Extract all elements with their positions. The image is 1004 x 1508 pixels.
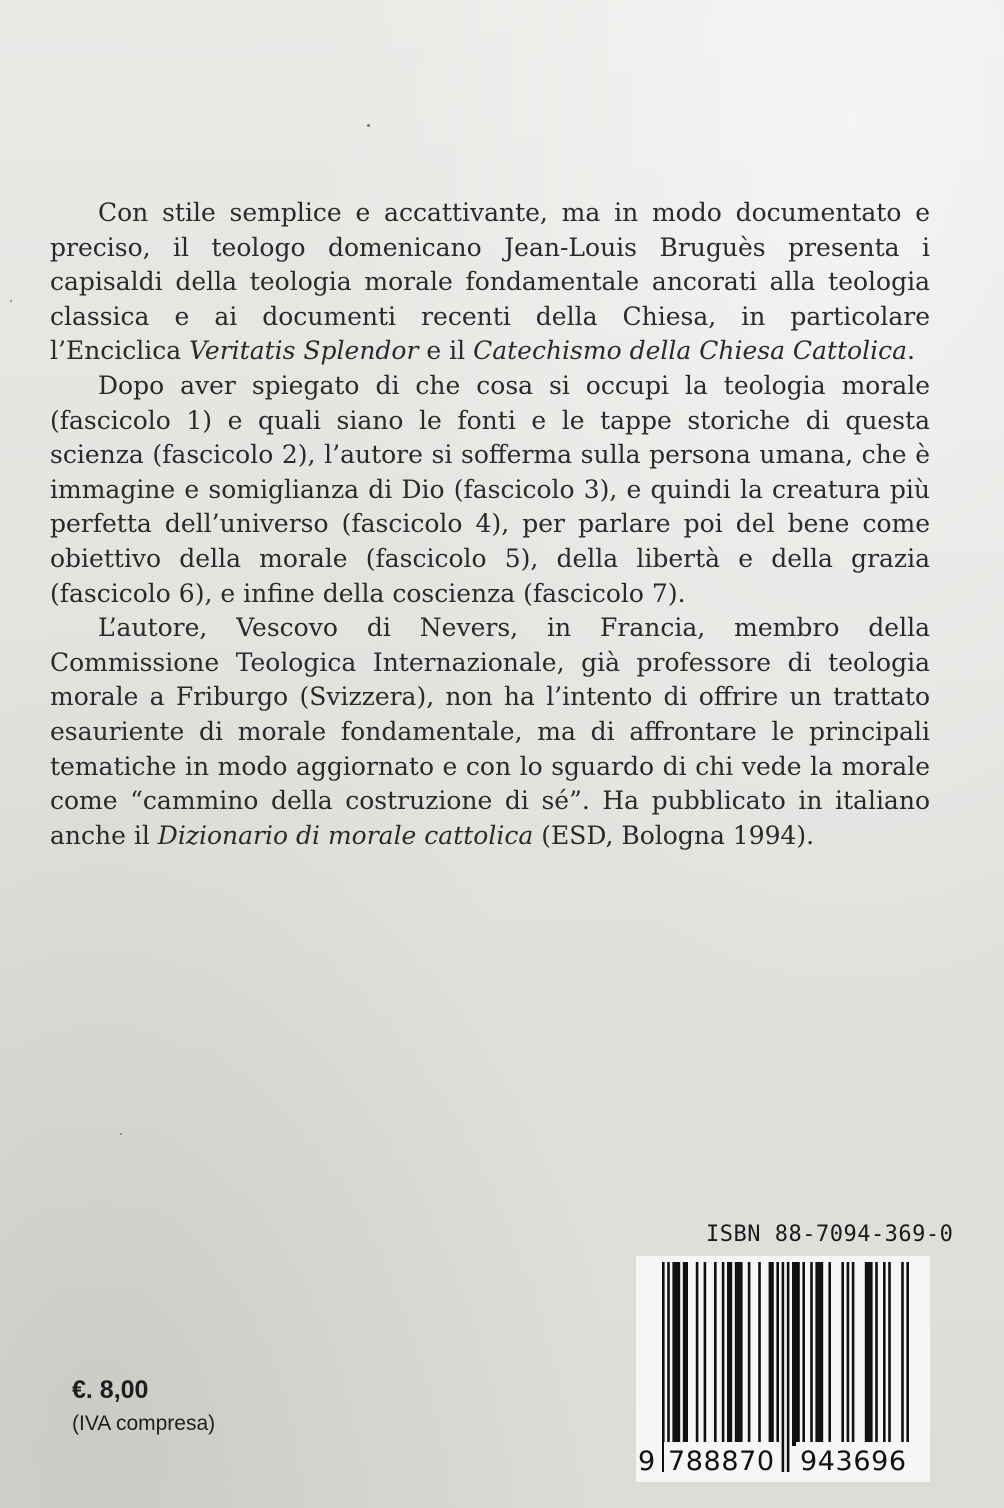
blurb-text-run: e il [418,336,474,366]
blurb-text [50,196,930,853]
encyclical-title: Veritatis Splendor [189,336,419,366]
barcode-digits-left: 788870 [664,1442,779,1482]
isbn-label: ISBN 88-7094-369-0 [706,1222,954,1247]
barcode-bar [815,1262,823,1446]
price-vat-note: (IVA compresa) [72,1412,216,1435]
barcode-bar [769,1262,774,1446]
barcode-bar [696,1262,699,1446]
barcode-guard-bar [901,1262,904,1472]
blurb-paragraph-2: Dopo aver spiegato di che cosa si occupi la teologia morale (fascicolo 1) e quali siano le fonti e le tappe storiche di questa scienza (fascicolo 2), l’autore si sofferma sulla persona umana, che è immagine e somiglianza di Dio (fascicolo 3), e quindi la creatura più perfetta dell’universo (fascicolo 4), per parlare poi del bene come obiettivo della morale (fascicolo 5), della libertà e della grazia (fascicolo 6), e infine della coscienza (fascicolo 7). [50,370,930,608]
barcode [636,1256,930,1482]
barcode-guard-bar [906,1262,909,1472]
barcode-bar [714,1262,717,1446]
barcode-digits [636,1442,930,1482]
barcode-guard-bar [787,1262,790,1472]
barcode-bar [802,1262,805,1446]
barcode-bar [672,1262,680,1446]
barcode-bar [847,1262,850,1446]
barcode-bar [758,1262,761,1446]
barcode-bar [852,1262,855,1446]
paper-speck [367,124,370,127]
blurb-text-run: (ESD, Bologna 1994). [533,820,815,850]
barcode-bar [748,1262,751,1446]
barcode-digits-right: 943696 [796,1442,911,1482]
barcode-bar [828,1262,831,1446]
barcode-bar [888,1262,891,1446]
barcode-bar [883,1262,886,1446]
barcode-guard-bar [662,1262,665,1472]
barcode-bar [841,1262,844,1446]
barcode-bar [735,1262,743,1446]
blurb-text-run: . [907,336,915,366]
barcode-guard-bar [667,1262,670,1472]
barcode-bar [776,1262,779,1446]
blurb-text-run: L’autore, Vescovo di Nevers, in Francia, membro della Commissione Teologica Internazionale, già professore di teologia morale a Friburgo (Svizzera), non ha l’intento di offrire un trattato esauriente di morale fondamentale, ma di affrontare le principali tematiche in modo aggiornato e con lo sguardo di chi vede la morale come “cammino della costruzione di sé”. Ha pubblicato in italiano anche il [50,613,930,850]
paper-speck [10,300,12,302]
blurb-paragraph-3 [50,611,930,853]
barcode-bar [683,1262,688,1446]
price-amount: €. 8,00 [72,1376,149,1404]
barcode-bar [865,1262,873,1446]
barcode-bar [727,1262,732,1446]
barcode-digit-first: 9 [636,1442,658,1482]
blurb-paragraph-1 [50,196,930,369]
catechism-title: Catechismo della Chiesa Cattolica [473,336,908,366]
barcode-bar [810,1262,813,1446]
dictionary-title: Dizionario di morale cattolica [157,820,534,850]
barcode-bar [875,1262,878,1446]
blurb-text-run: Con stile semplice e accattivante, ma in modo documentato e preciso, il teologo domenicano Jean-Louis Bruguès presenta i capisaldi della teologia morale fondamentale ancorati alla teologia classica e ai documenti recenti della Chiesa, in particolare l’Enciclica [50,198,930,366]
paper-speck [120,1133,122,1135]
barcode-bar [704,1262,707,1446]
barcode-guard-bar [782,1262,785,1472]
barcode-bar [722,1262,725,1446]
barcode-bar [792,1262,800,1446]
